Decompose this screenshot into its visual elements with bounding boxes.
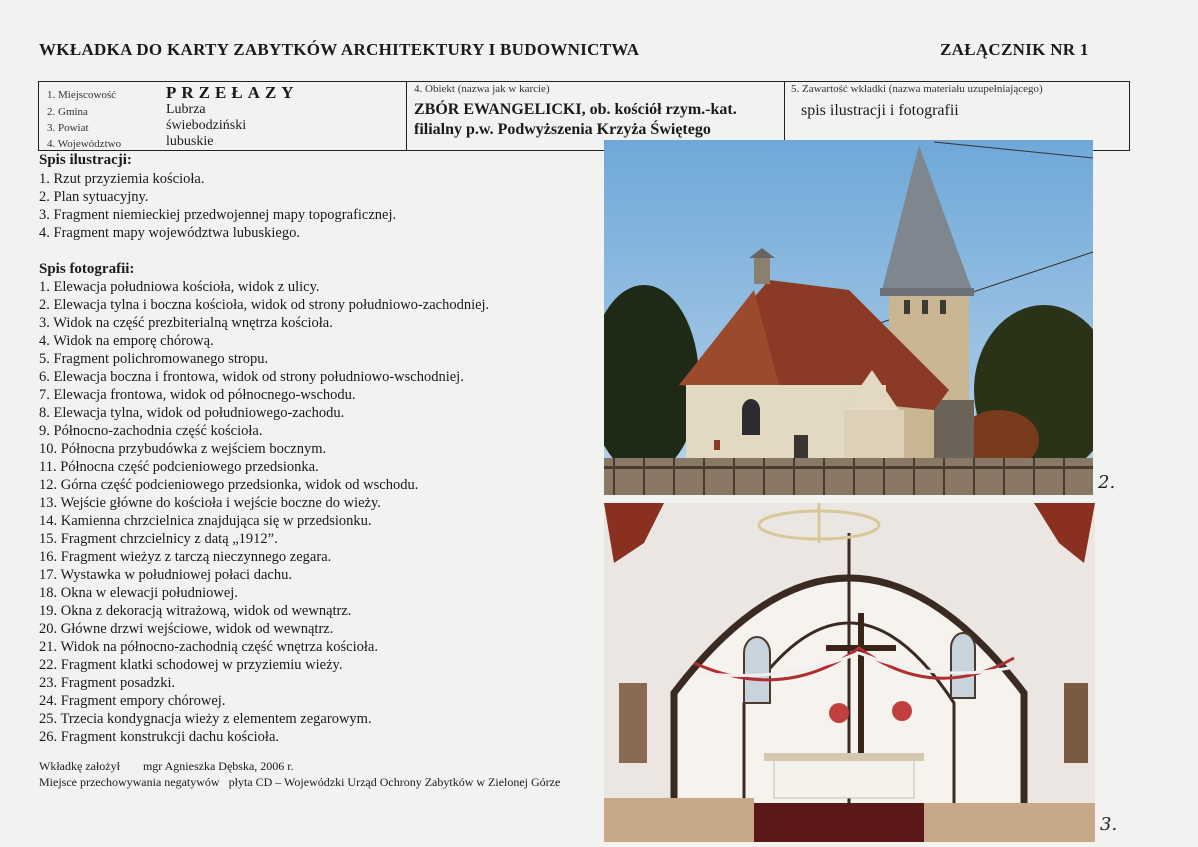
interior-presbytery-photo bbox=[604, 503, 1095, 842]
list-item: 8. Elewacja tylna, widok od południowego-zachodu. bbox=[39, 405, 345, 421]
exterior-church-photo bbox=[604, 140, 1093, 495]
list-item: 10. Północna przybudówka z wejściem bocznym. bbox=[39, 441, 327, 457]
list-item: 21. Widok na północno-zachodnią część wnętrza kościoła. bbox=[39, 639, 378, 655]
photos-heading: Spis fotografii: bbox=[39, 261, 135, 277]
storage-value: płyta CD – Wojewódzki Urząd Ochrony Zabytków w Zielonej Górze bbox=[228, 775, 561, 789]
list-item: 1. Rzut przyziemia kościoła. bbox=[39, 171, 205, 187]
list-item: 24. Fragment empory chórowej. bbox=[39, 693, 226, 709]
list-item: 22. Fragment klatki schodowej w przyziemiu wieży. bbox=[39, 657, 343, 673]
powiat-label: 3. Powiat bbox=[47, 122, 89, 134]
storage-line bbox=[39, 775, 602, 790]
content-label: 5. Zawartość wkładki (nazwa materiału uzupełniającego) bbox=[791, 83, 1043, 95]
list-item: 26. Fragment konstrukcji dachu kościoła. bbox=[39, 729, 280, 745]
author-label: Wkładkę założył bbox=[39, 759, 120, 773]
list-item: 25. Trzecia kondygnacja wieży z elementem zegarowym. bbox=[39, 711, 372, 727]
list-item: 23. Fragment posadzki. bbox=[39, 675, 176, 691]
list-item: 2. Elewacja tylna i boczna kościoła, widok od strony południowo-zachodniej. bbox=[39, 297, 490, 313]
list-item: 11. Północna część podcieniowego przedsionka. bbox=[39, 459, 319, 475]
author-line bbox=[39, 759, 294, 774]
object-label: 4. Obiekt (nazwa jak w karcie) bbox=[414, 83, 550, 95]
list-item: 9. Północno-zachodnia część kościoła. bbox=[39, 423, 263, 439]
list-item: 14. Kamienna chrzcielnica znajdująca się w przedsionku. bbox=[39, 513, 372, 529]
list-item: 15. Fragment chrzcielnicy z datą „1912”. bbox=[39, 531, 278, 547]
list-item: 13. Wejście główne do kościoła i wejście boczne do wieży. bbox=[39, 495, 381, 511]
list-item: 3. Fragment niemieckiej przedwojennej mapy topograficznej. bbox=[39, 207, 397, 223]
document-title: WKŁADKA DO KARTY ZABYTKÓW ARCHITEKTURY I BUDOWNICTWA bbox=[39, 40, 640, 59]
object-name-line2: filialny p.w. Podwyższenia Krzyża Świętego bbox=[414, 121, 711, 138]
author-value: mgr Agnieszka Dębska, 2006 r. bbox=[142, 759, 294, 773]
list-item: 2. Plan sytuacyjny. bbox=[39, 189, 149, 205]
annex-number: ZAŁĄCZNIK NR 1 bbox=[940, 40, 1089, 59]
powiat-value: świebodziński bbox=[166, 118, 247, 133]
list-item: 12. Górna część podcieniowego przedsionka, widok od wschodu. bbox=[39, 477, 419, 493]
object-name-line1: ZBÓR EWANGELICKI, ob. kościół rzym.-kat. bbox=[414, 101, 737, 118]
content-value: spis ilustracji i fotografii bbox=[801, 102, 959, 119]
object-name bbox=[414, 100, 784, 140]
list-item: 19. Okna z dekoracją witrażową, widok od wewnątrz. bbox=[39, 603, 352, 619]
list-item: 6. Elewacja boczna i frontowa, widok od strony południowo-wschodniej. bbox=[39, 369, 464, 385]
list-item: 20. Główne drzwi wejściowe, widok od wewnątrz. bbox=[39, 621, 334, 637]
photo-label-3: 3. bbox=[1100, 814, 1118, 835]
storage-label: Miejsce przechowywania negatywów bbox=[39, 775, 220, 789]
voivodeship-label: 4. Województwo bbox=[47, 138, 122, 150]
illustrations-heading: Spis ilustracji: bbox=[39, 152, 132, 168]
photo-label-2: 2. bbox=[1098, 472, 1116, 493]
list-item: 16. Fragment wieżyz z tarczą nieczynnego zegara. bbox=[39, 549, 332, 565]
list-item: 5. Fragment polichromowanego stropu. bbox=[39, 351, 269, 367]
gmina-value: Lubrza bbox=[166, 102, 206, 117]
location-label: 1. Miejscowość bbox=[47, 89, 117, 101]
list-item: 4. Widok na emporę chórową. bbox=[39, 333, 214, 349]
list-item: 7. Elewacja frontowa, widok od północnego-wschodu. bbox=[39, 387, 356, 403]
list-item: 4. Fragment mapy województwa lubuskiego. bbox=[39, 225, 300, 241]
gmina-label: 2. Gmina bbox=[47, 106, 88, 118]
list-item: 3. Widok na część prezbiterialną wnętrza kościoła. bbox=[39, 315, 333, 331]
list-item: 1. Elewacja południowa kościoła, widok z ulicy. bbox=[39, 279, 320, 295]
location-cell bbox=[39, 82, 407, 150]
list-item: 17. Wystawka w południowej połaci dachu. bbox=[39, 567, 292, 583]
list-item: 18. Okna w elewacji południowej. bbox=[39, 585, 238, 601]
illustrations-list bbox=[39, 170, 396, 242]
voivodeship-value: lubuskie bbox=[166, 134, 214, 149]
photos-list bbox=[39, 278, 489, 746]
location-value: PRZEŁAZY bbox=[166, 83, 299, 102]
